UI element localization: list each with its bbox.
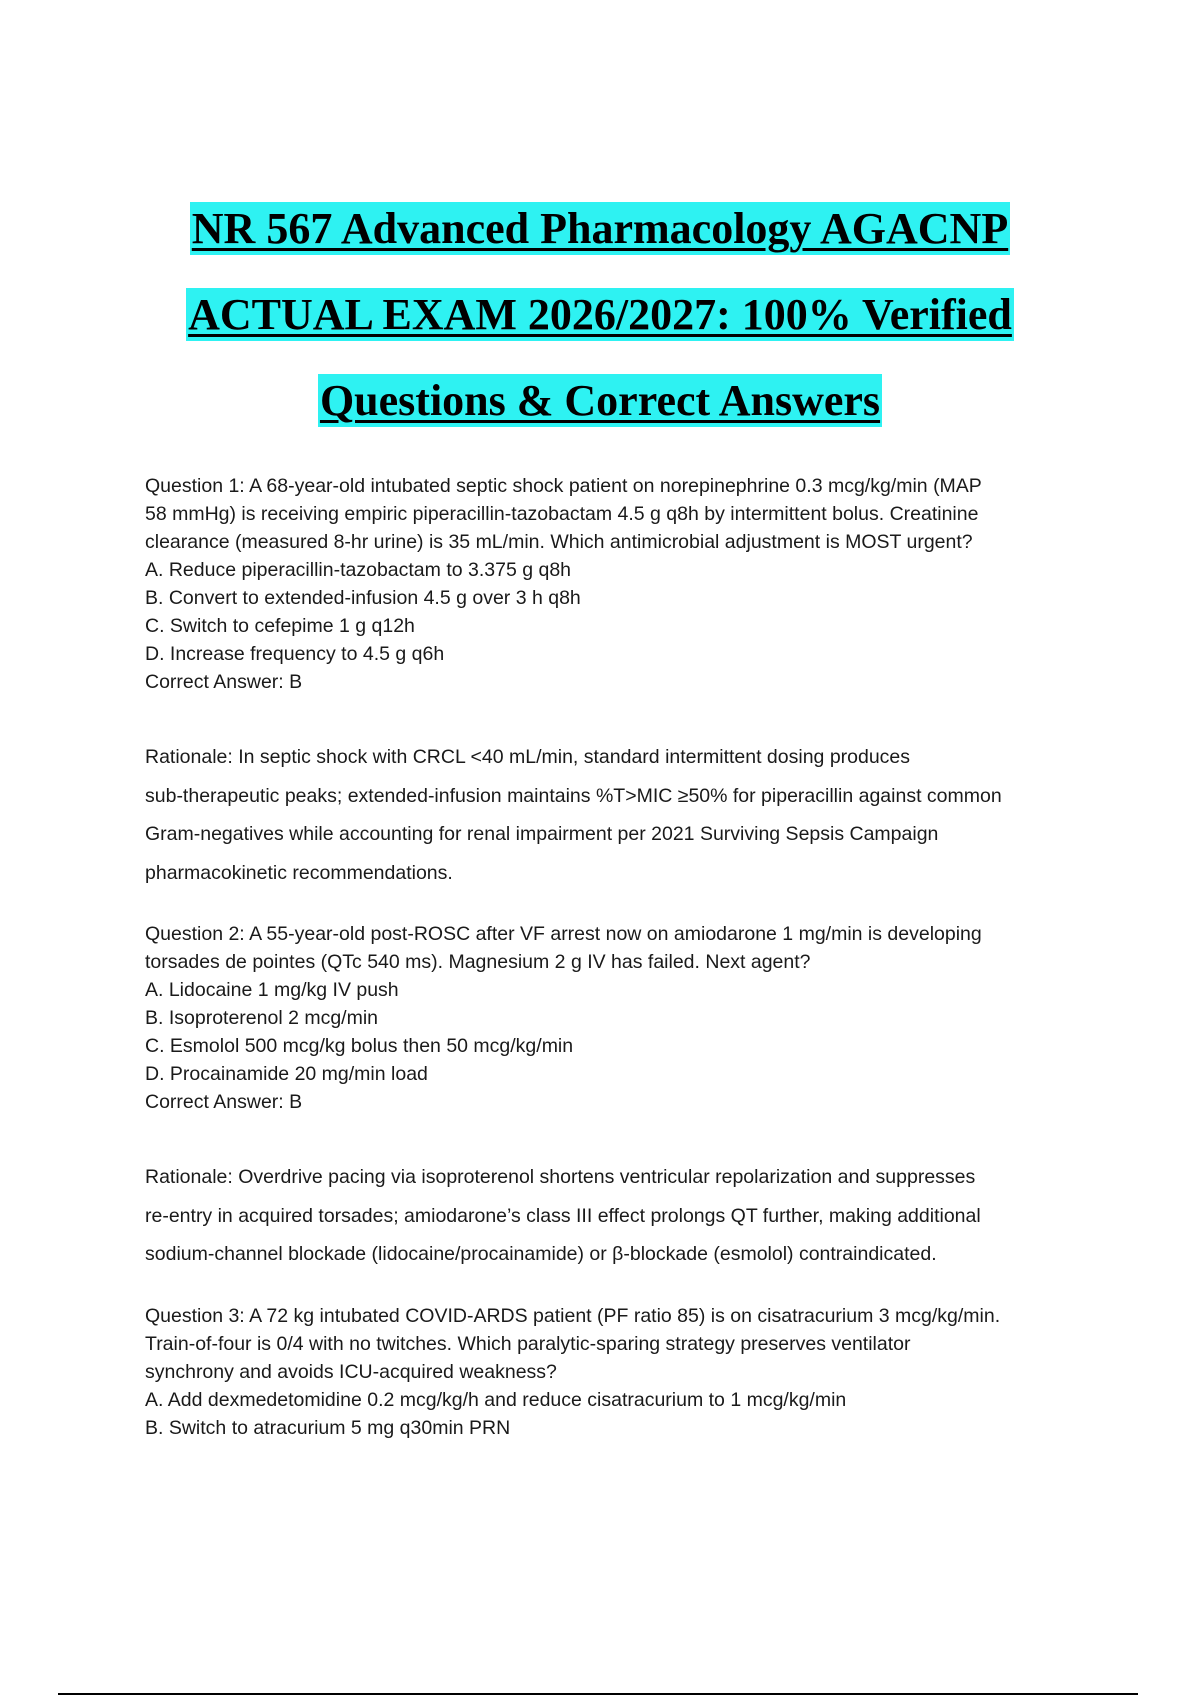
- answer-option: C. Esmolol 500 mcg/kg bolus then 50 mcg/kg/min: [145, 1035, 574, 1057]
- answer-option: B. Isoproterenol 2 mcg/min: [145, 1007, 379, 1029]
- answer-option: D. Procainamide 20 mg/min load: [145, 1063, 428, 1085]
- question-text: Question 3: A 72 kg intubated COVID-ARDS patient (PF ratio 85) is on cisatracurium 3 mcg/kg/min.: [145, 1305, 1001, 1327]
- question-text: Train-of-four is 0/4 with no twitches. Which paralytic-sparing strategy preserves ventilator: [145, 1333, 911, 1355]
- document-title: [0, 186, 1200, 444]
- title-line: [0, 358, 1200, 444]
- answer-option: B. Switch to atracurium 5 mg q30min PRN: [145, 1417, 511, 1439]
- question-text: 58 mmHg) is receiving empiric piperacillin-tazobactam 4.5 g q8h by intermittent bolus. Creatinine: [145, 503, 979, 525]
- question-text: synchrony and avoids ICU-acquired weakness?: [145, 1361, 557, 1383]
- rationale-text: Rationale: Overdrive pacing via isoproterenol shortens ventricular repolarization and suppresses: [145, 1166, 976, 1188]
- answer-option: A. Lidocaine 1 mg/kg IV push: [145, 979, 399, 1001]
- title-text: Questions & Correct Answers: [319, 376, 881, 425]
- rationale-text: Gram-negatives while accounting for renal impairment per 2021 Surviving Sepsis Campaign: [145, 823, 939, 845]
- answer-option: B. Convert to extended-infusion 4.5 g over 3 h q8h: [145, 587, 581, 609]
- correct-answer: Correct Answer: B: [145, 671, 303, 693]
- answer-option: D. Increase frequency to 4.5 g q6h: [145, 643, 445, 665]
- answer-option: A. Reduce piperacillin-tazobactam to 3.375 g q8h: [145, 559, 572, 581]
- question-3: [145, 1302, 1095, 1442]
- question-2: [145, 920, 1095, 1116]
- footer-divider: [58, 1693, 1138, 1695]
- rationale-1: [145, 738, 1095, 892]
- question-text: clearance (measured 8-hr urine) is 35 mL/min. Which antimicrobial adjustment is MOST urgent?: [145, 531, 973, 553]
- title-line: [0, 272, 1200, 358]
- rationale-text: sub-therapeutic peaks; extended-infusion maintains %T>MIC ≥50% for piperacillin against common: [145, 784, 1002, 807]
- question-1: [145, 472, 1095, 696]
- answer-option: C. Switch to cefepime 1 g q12h: [145, 615, 415, 637]
- title-text: NR 567 Advanced Pharmacology AGACNP: [191, 204, 1009, 253]
- title-text: ACTUAL EXAM 2026/2027: 100% Verified: [188, 290, 1012, 339]
- question-text: Question 2: A 55-year-old post-ROSC after VF arrest now on amiodarone 1 mg/min is developing: [145, 923, 982, 945]
- correct-answer: Correct Answer: B: [145, 1091, 303, 1113]
- rationale-text: pharmacokinetic recommendations.: [145, 861, 453, 884]
- title-line: [0, 186, 1200, 272]
- question-text: Question 1: A 68-year-old intubated septic shock patient on norepinephrine 0.3 mcg/kg/min (MAP: [145, 475, 982, 497]
- question-text: torsades de pointes (QTc 540 ms). Magnesium 2 g IV has failed. Next agent?: [145, 951, 811, 973]
- answer-option: A. Add dexmedetomidine 0.2 mcg/kg/h and reduce cisatracurium to 1 mcg/kg/min: [145, 1389, 847, 1411]
- rationale-text: sodium-channel blockade (lidocaine/procainamide) or β-blockade (esmolol) contraindicated.: [145, 1243, 937, 1265]
- rationale-2: [145, 1158, 1095, 1274]
- rationale-text: Rationale: In septic shock with CRCL <40 mL/min, standard intermittent dosing produces: [145, 746, 911, 768]
- rationale-text: re-entry in acquired torsades; amiodarone’s class III effect prolongs QT further, making additional: [145, 1204, 981, 1227]
